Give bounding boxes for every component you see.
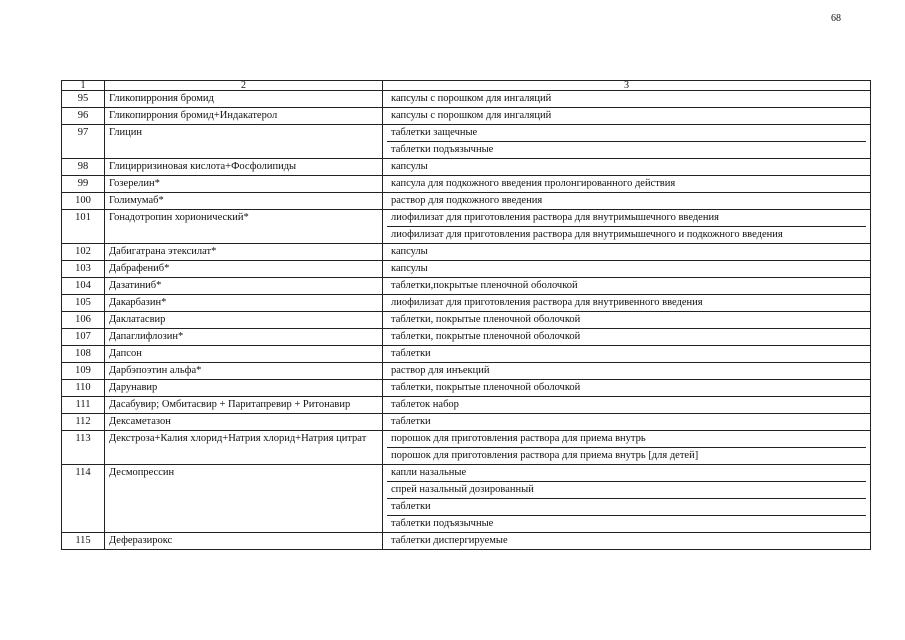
drug-name-text: Глицирризиновая кислота+Фосфолипиды (109, 161, 297, 172)
table-row (62, 125, 871, 159)
row-number (62, 312, 105, 329)
drug-name-text: Дабрафениб* (109, 263, 170, 274)
dosage-forms (383, 125, 871, 159)
row-number-text: 103 (75, 263, 91, 274)
drug-name-text: Гликопиррония бромид (109, 93, 214, 104)
dosage-form: раствор для подкожного введения (391, 195, 543, 206)
table-row (62, 159, 871, 176)
table-row (62, 397, 871, 414)
drug-name (105, 210, 383, 244)
drug-name-text: Дарунавир (109, 382, 158, 393)
drug-name-text: Деферазирокс (109, 535, 173, 546)
drug-name-text: Голимумаб* (109, 195, 164, 206)
dosage-form: таблетки защечные (387, 125, 866, 142)
drug-name (105, 414, 383, 431)
dosage-form: таблеток набор (391, 399, 459, 410)
table-row (62, 244, 871, 261)
row-number-text: 114 (75, 467, 91, 478)
dosage-forms (383, 465, 871, 533)
row-number-text: 97 (77, 127, 89, 138)
row-number-text: 95 (77, 93, 89, 104)
row-number-text: 115 (75, 535, 91, 546)
row-number-text: 111 (75, 399, 91, 410)
row-number (62, 397, 105, 414)
drug-name (105, 380, 383, 397)
dosage-forms (383, 261, 871, 278)
drug-name-text: Дасабувир; Омбитасвир + Паритапревир + Ритонавир (109, 399, 351, 410)
dosage-forms (383, 312, 871, 329)
dosage-forms (383, 397, 871, 414)
row-number (62, 465, 105, 533)
drug-name (105, 91, 383, 108)
dosage-form: спрей назальный дозированный (387, 482, 866, 499)
drug-name-text: Декстроза+Калия хлорид+Натрия хлорид+Натрия цитрат (109, 433, 367, 444)
dosage-forms (383, 363, 871, 380)
table-row (62, 363, 871, 380)
row-number (62, 176, 105, 193)
drug-name (105, 176, 383, 193)
row-number (62, 193, 105, 210)
drug-name-text: Дапаглифлозин* (109, 331, 184, 342)
drug-name (105, 329, 383, 346)
row-number-text: 108 (75, 348, 91, 359)
row-number (62, 278, 105, 295)
drug-name-text: Дакарбазин* (109, 297, 167, 308)
drug-name-text: Дапсон (109, 348, 142, 359)
row-number (62, 380, 105, 397)
page-number: 68 (831, 13, 841, 24)
row-number (62, 244, 105, 261)
row-number-text: 101 (75, 212, 91, 223)
dosage-forms (383, 295, 871, 312)
drug-name-text: Гликопиррония бромид+Индакатерол (109, 110, 278, 121)
drug-name (105, 193, 383, 210)
row-number-text: 106 (75, 314, 91, 325)
table-row (62, 176, 871, 193)
drug-table (61, 80, 871, 550)
drug-name-text: Гозерелин* (109, 178, 160, 189)
row-number (62, 533, 105, 550)
dosage-form: таблетки (387, 499, 866, 516)
row-number (62, 159, 105, 176)
dosage-form: порошок для приготовления раствора для приема внутрь (387, 431, 866, 448)
row-number-text: 104 (75, 280, 91, 291)
row-number-text: 110 (75, 382, 91, 393)
dosage-form: таблетки,покрытые пленочной оболочкой (391, 280, 578, 291)
dosage-form: таблетки подъязычные (391, 144, 494, 155)
dosage-form: таблетки, покрытые пленочной оболочкой (391, 314, 581, 325)
row-number (62, 108, 105, 125)
drug-name (105, 278, 383, 295)
dosage-form: капсулы (391, 246, 428, 257)
table-row (62, 91, 871, 108)
table-row (62, 533, 871, 550)
drug-name-text: Дексаметазон (109, 416, 171, 427)
table-row (62, 312, 871, 329)
dosage-forms (383, 193, 871, 210)
table-header-row (62, 81, 871, 91)
drug-name (105, 363, 383, 380)
row-number (62, 210, 105, 244)
drug-name-text: Дабигатрана этексилат* (109, 246, 217, 257)
row-number (62, 295, 105, 312)
dosage-form: лиофилизат для приготовления раствора для внутривенного введения (391, 297, 703, 308)
dosage-form: капсулы (391, 161, 428, 172)
row-number-text: 107 (75, 331, 91, 342)
drug-name (105, 295, 383, 312)
dosage-forms (383, 431, 871, 465)
dosage-form: капсулы с порошком для ингаляций (391, 93, 552, 104)
table-row (62, 295, 871, 312)
drug-name (105, 244, 383, 261)
table-row (62, 346, 871, 363)
drug-name (105, 159, 383, 176)
row-number-text: 99 (77, 178, 89, 189)
dosage-form: капсулы (391, 263, 428, 274)
dosage-form: капли назальные (387, 465, 866, 482)
drug-name-text: Дарбэпоэтин альфа* (109, 365, 202, 376)
dosage-forms (383, 108, 871, 125)
dosage-form: лиофилизат для приготовления раствора для внутримышечного введения (387, 210, 866, 227)
header-col-3: 3 (383, 81, 871, 91)
dosage-form: таблетки, покрытые пленочной оболочкой (391, 382, 581, 393)
dosage-form: капсула для подкожного введения пролонгированного действия (391, 178, 676, 189)
header-col-1: 1 (62, 81, 105, 91)
table-row (62, 261, 871, 278)
drug-name (105, 431, 383, 465)
dosage-form: таблетки подъязычные (391, 518, 494, 529)
row-number (62, 91, 105, 108)
table-row (62, 108, 871, 125)
row-number-text: 96 (77, 110, 89, 121)
drug-name-text: Дазатиниб* (109, 280, 162, 291)
table-row (62, 210, 871, 244)
dosage-form: таблетки диспергируемые (391, 535, 508, 546)
dosage-form: лиофилизат для приготовления раствора для внутримышечного и подкожного введения (391, 229, 783, 240)
drug-name (105, 108, 383, 125)
dosage-forms (383, 176, 871, 193)
dosage-forms (383, 278, 871, 295)
row-number-text: 105 (75, 297, 91, 308)
drug-name (105, 312, 383, 329)
dosage-forms (383, 533, 871, 550)
row-number-text: 112 (75, 416, 91, 427)
row-number (62, 125, 105, 159)
table-row (62, 380, 871, 397)
row-number (62, 261, 105, 278)
drug-name-text: Гонадотропин хорионический* (109, 212, 249, 223)
dosage-form: таблетки, покрытые пленочной оболочкой (391, 331, 581, 342)
dosage-forms (383, 329, 871, 346)
dosage-forms (383, 380, 871, 397)
table-row (62, 465, 871, 533)
table-row (62, 329, 871, 346)
table-row (62, 431, 871, 465)
drug-name-text: Глицин (109, 127, 142, 138)
row-number-text: 109 (75, 365, 91, 376)
dosage-forms (383, 91, 871, 108)
drug-name (105, 465, 383, 533)
drug-name (105, 533, 383, 550)
dosage-forms (383, 159, 871, 176)
dosage-forms (383, 346, 871, 363)
header-col-2: 2 (105, 81, 383, 91)
dosage-form: раствор для инъекций (391, 365, 490, 376)
drug-name (105, 397, 383, 414)
row-number (62, 431, 105, 465)
drug-name-text: Даклатасвир (109, 314, 166, 325)
dosage-forms (383, 244, 871, 261)
dosage-form: капсулы с порошком для ингаляций (391, 110, 552, 121)
row-number (62, 414, 105, 431)
row-number (62, 329, 105, 346)
row-number (62, 346, 105, 363)
row-number-text: 98 (77, 161, 89, 172)
dosage-forms (383, 414, 871, 431)
row-number-text: 100 (75, 195, 91, 206)
drug-name (105, 346, 383, 363)
table-row (62, 278, 871, 295)
drug-name (105, 125, 383, 159)
drug-name-text: Десмопрессин (109, 467, 175, 478)
drug-name (105, 261, 383, 278)
table-row (62, 414, 871, 431)
dosage-form: таблетки (391, 416, 431, 427)
table-row (62, 193, 871, 210)
row-number-text: 102 (75, 246, 91, 257)
dosage-form: порошок для приготовления раствора для приема внутрь [для детей] (391, 450, 699, 461)
dosage-form: таблетки (391, 348, 431, 359)
dosage-forms (383, 210, 871, 244)
row-number (62, 363, 105, 380)
row-number-text: 113 (75, 433, 91, 444)
